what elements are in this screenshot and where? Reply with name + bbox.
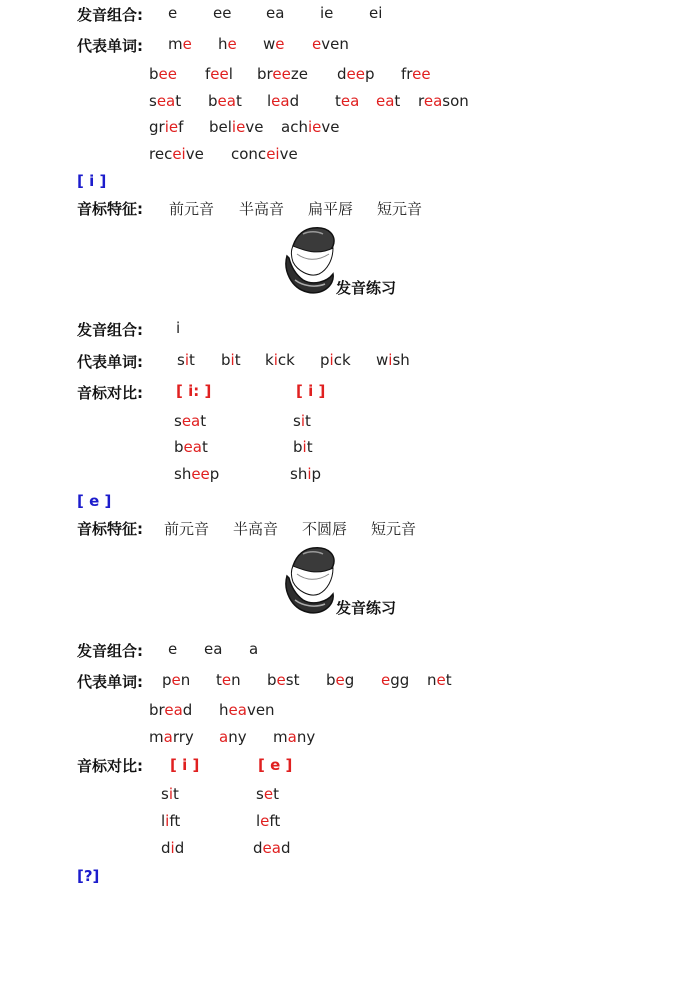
words-label: 代表单词: [77, 37, 143, 55]
combo: ei [369, 4, 383, 22]
word: any [219, 728, 247, 746]
compare-label: 音标对比: [77, 384, 143, 402]
combo: i [176, 319, 181, 337]
compare-head: [ i ] [296, 382, 326, 400]
feature: 短元音 [377, 200, 423, 218]
word: ten [216, 671, 241, 689]
feature: 半高音 [233, 520, 279, 538]
feature: 前元音 [164, 520, 210, 538]
word: wish [376, 351, 410, 369]
word: reason [418, 92, 469, 110]
word: lead [267, 92, 300, 110]
feature: 半高音 [239, 200, 285, 218]
word: we [263, 35, 285, 53]
compare-word: left [256, 812, 281, 830]
word: net [427, 671, 452, 689]
compare-word: beat [174, 438, 208, 456]
phonetic-symbol: [ i ] [77, 172, 107, 190]
compare-word: ship [290, 465, 322, 483]
lips-icon [283, 226, 337, 294]
combo: e [168, 4, 178, 22]
compare-word: sheep [174, 465, 220, 483]
word: beat [208, 92, 242, 110]
compare-word: sit [293, 412, 311, 430]
compare-word: set [256, 785, 279, 803]
compare-word: sit [161, 785, 179, 803]
practice-label: 发音练习 [336, 599, 397, 617]
word: achieve [281, 118, 340, 136]
word: deep [337, 65, 375, 83]
combo: a [249, 640, 259, 658]
word: bread [149, 701, 193, 719]
compare-word: did [161, 839, 185, 857]
word: eat [376, 92, 401, 110]
word: heaven [219, 701, 275, 719]
word: receive [149, 145, 204, 163]
word: breeze [257, 65, 308, 83]
word: bee [149, 65, 177, 83]
practice-label: 发音练习 [336, 279, 397, 297]
words-label: 代表单词: [77, 673, 143, 691]
feature-label: 音标特征: [77, 200, 143, 218]
word: he [218, 35, 237, 53]
combo: ee [213, 4, 232, 22]
word: feel [205, 65, 233, 83]
combo-label: 发音组合: [77, 642, 143, 660]
phonetic-symbol: [?] [77, 867, 100, 885]
lips-icon [283, 546, 337, 614]
word: tea [335, 92, 360, 110]
word: pen [162, 671, 191, 689]
feature: 前元音 [169, 200, 215, 218]
word: pick [320, 351, 351, 369]
word: free [401, 65, 431, 83]
compare-head: [ i ] [170, 756, 200, 774]
compare-word: bit [293, 438, 313, 456]
feature: 不圆唇 [302, 520, 348, 538]
word: conceive [231, 145, 298, 163]
word: bit [221, 351, 241, 369]
word: beg [326, 671, 355, 689]
combo-label: 发音组合: [77, 321, 143, 339]
phonetic-symbol: [ e ] [77, 492, 112, 510]
compare-word: dead [253, 839, 291, 857]
word: grief [149, 118, 184, 136]
word: marry [149, 728, 194, 746]
feature: 短元音 [371, 520, 417, 538]
feature-label: 音标特征: [77, 520, 143, 538]
words-label: 代表单词: [77, 353, 143, 371]
word: best [267, 671, 300, 689]
combo: ea [204, 640, 223, 658]
combo: ie [320, 4, 334, 22]
combo-label: 发音组合: [77, 6, 143, 24]
compare-label: 音标对比: [77, 757, 143, 775]
word: seat [149, 92, 182, 110]
word: egg [381, 671, 410, 689]
compare-head: [ i: ] [176, 382, 212, 400]
word: kick [265, 351, 295, 369]
compare-head: [ e ] [258, 756, 293, 774]
word: even [312, 35, 349, 53]
word: believe [209, 118, 264, 136]
compare-word: seat [174, 412, 207, 430]
feature: 扁平唇 [308, 200, 354, 218]
combo: e [168, 640, 178, 658]
word: sit [177, 351, 195, 369]
compare-word: lift [161, 812, 181, 830]
word: many [273, 728, 316, 746]
word: me [168, 35, 192, 53]
combo: ea [266, 4, 285, 22]
